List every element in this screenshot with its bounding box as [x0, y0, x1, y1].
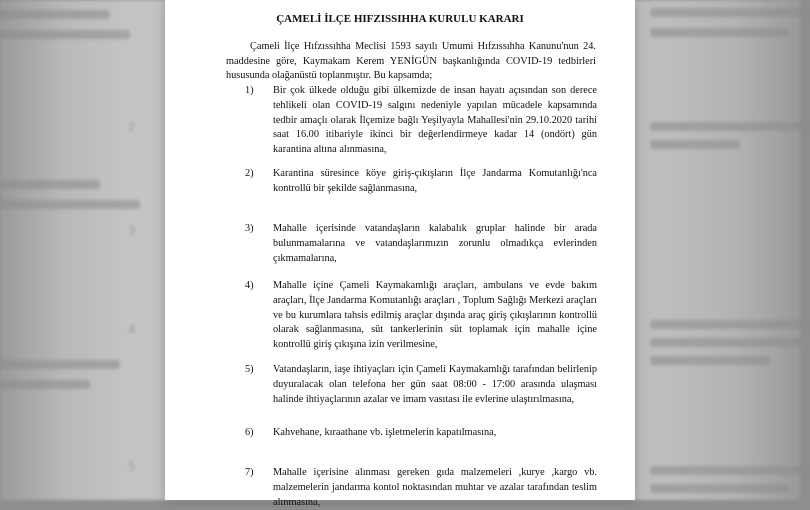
decision-item-5 [245, 363, 597, 407]
item-number: 7) [245, 467, 254, 478]
item-text: Karantina süresince köye giriş-çıkışların İlçe Jandarma Komutanlığı'nca kontrollü bir şekilde sağlanmasına, [273, 168, 597, 194]
background-number: 2 [128, 120, 135, 135]
decision-item-2 [245, 167, 597, 197]
document-intro: Çameli İlçe Hıfzıssıhha Meclisi 1593 sayılı Umumi Hıfzıssıhha Kanunu'nun 24. maddesine göre, Kaymakam Kerem YENİGÜN başkanlığında COVID-19 tedbirleri hususunda olağanüstü toplanmıştır. Bu kapsamda; [226, 41, 596, 82]
item-number: 6) [245, 427, 254, 438]
background-number: 4 [128, 322, 135, 337]
item-number: 3) [245, 223, 254, 234]
item-text: Mahalle içine Çameli Kaymakamlığı araçları, ambulans ve evde bakım araçları, İlçe Jandarma Komutanlığı araçları , Toplum Sağlığı Merkezi araçları ve bu kurumlara tahsis edilmiş araçlar dışında araç giriş çıkışlarının kontrollü olarak sağlanmasına, süt tankerlerinin süt toplamak için mahalle içine kontrollü giriş çıkışına izin verilmesine, [273, 280, 597, 351]
background-number: 3 [128, 224, 135, 239]
item-text: Mahalle içerisinde vatandaşların kalabalık gruplar halinde bir arada bulunmamalarına ve vatandaşlarımızın zorunlu olmadıkça evlerinden çıkmamalarına, [273, 223, 597, 264]
background-number: 5 [128, 460, 135, 475]
item-text: Kahvehane, kıraathane vb. işletmelerin kapatılmasına, [273, 427, 497, 438]
document-page [165, 0, 635, 508]
document-title: ÇAMELİ İLÇE HIFZISSIHHA KURULU KARARI [276, 13, 524, 25]
decision-item-1 [245, 84, 597, 158]
item-text: Mahalle içerisine alınması gereken gıda malzemeleri ,kurye ,kargo vb. malzemelerin jandarma kontol noktasından muhtar ve azalar tarafından teslim alınmasına, [273, 467, 597, 508]
decision-item-4 [245, 279, 597, 353]
item-number: 2) [245, 168, 254, 179]
item-text: Bir çok ülkede olduğu gibi ülkemizde de insan hayatı açısından son derece tehlikeli olan COVID-19 salgını nedeniyle yapılan mücadele kapsamında tedbir amaçlı olarak İlçemize bağlı Yeşilyayla Mahallesi'nin 29.10.2020 tarihi saat 16.00 itibariyle ikinci bir değerlendirmeye kadar 14 (ondört) gün karantina altına alınmasına, [273, 85, 597, 156]
item-number: 4) [245, 280, 254, 291]
decision-item-6 [245, 426, 597, 441]
item-number: 1) [245, 85, 254, 96]
decision-item-3 [245, 222, 597, 266]
item-text: Vatandaşların, iaşe ihtiyaçları için Çameli Kaymakamlığı tarafından belirlenip duyuralacak olan telefona her gün saat 08:00 - 17:00 arasında ulaşması halinde ihtiyaçlarının azalar ve imam vasıtası ile evlerine ulaştırılmasına, [273, 364, 597, 405]
decision-item-7 [245, 466, 597, 510]
item-number: 5) [245, 364, 254, 375]
